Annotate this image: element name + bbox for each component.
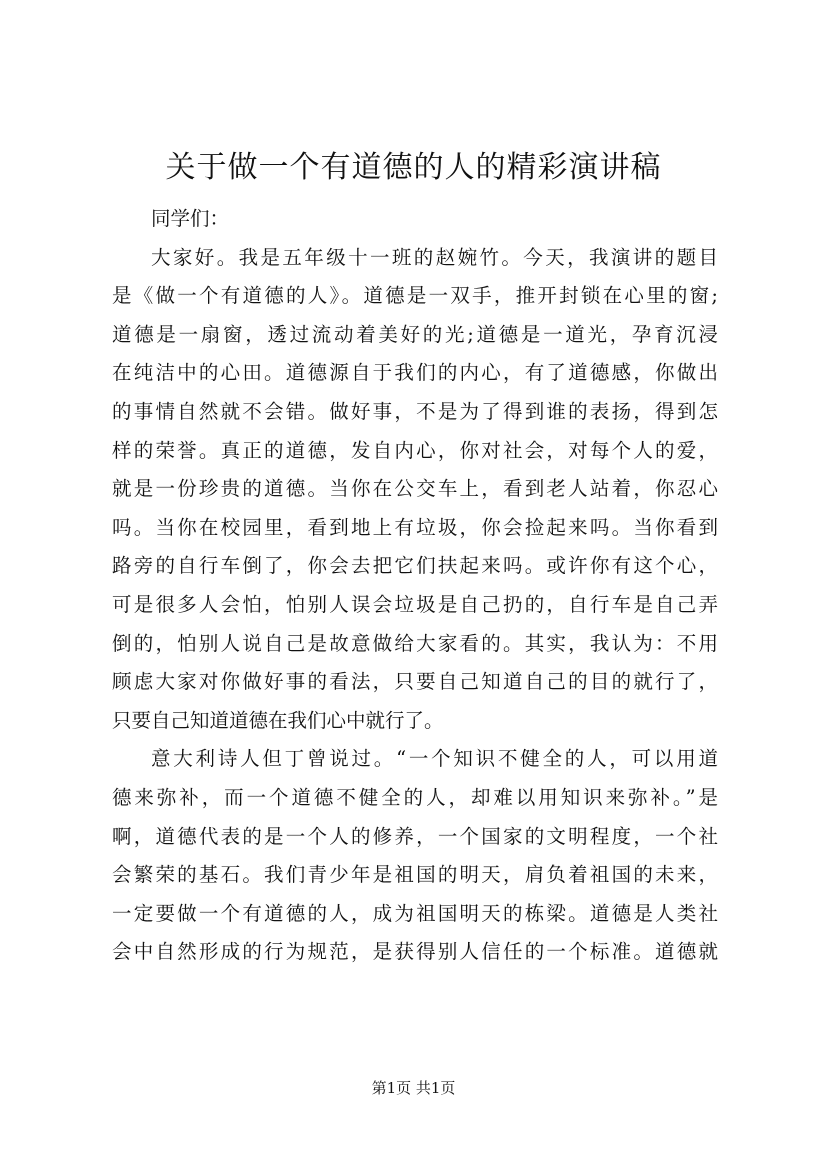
document-title: 关于做一个有道德的人的精彩演讲稿 (165, 150, 662, 185)
text-line: 吗。当你在校园里，看到地上有垃圾，你会捡起来吗。当你看到 (112, 515, 718, 539)
text-line: 只要自己知道道德在我们心中就行了。 (112, 708, 444, 732)
text-line: 在纯洁中的心田。道德源自于我们的内心，有了道德感，你做出 (112, 361, 718, 385)
text-line: 会繁荣的基石。我们青少年是祖国的明天，肩负着祖国的未来， (112, 863, 718, 887)
text-line: 意大利诗人但丁曾说过。“一个知识不健全的人，可以用道 (151, 747, 718, 771)
text-line: 啊，道德代表的是一个人的修养，一个国家的文明程度，一个社 (112, 824, 718, 848)
text-line: 同学们： (151, 207, 230, 230)
text-line: 一定要做一个有道德的人，成为祖国明天的栋梁。道德是人类社 (112, 901, 718, 925)
text-line: 路旁的自行车倒了，你会去把它们扶起来吗。或许你有这个心， (112, 554, 718, 578)
text-line: 道德是一扇窗，透过流动着美好的光;道德是一道光，孕育沉浸 (112, 322, 718, 346)
page-footer: 第1页 共1页 (371, 1079, 456, 1097)
text-line: 会中自然形成的行为规范，是获得别人信任的一个标准。道德就 (112, 940, 718, 964)
document-body (112, 200, 718, 972)
text-line: 倒的，怕别人说自己是故意做给大家看的。其实，我认为：不用 (112, 631, 718, 655)
text-line: 是《做一个有道德的人》。道德是一双手，推开封锁在心里的窗; (112, 284, 718, 308)
text-line: 顾虑大家对你做好事的看法，只要自己知道自己的目的就行了， (112, 670, 718, 694)
text-line: 样的荣誉。真正的道德，发自内心，你对社会，对每个人的爱， (112, 438, 718, 462)
text-line: 大家好。我是五年级十一班的赵婉竹。今天，我演讲的题目 (151, 245, 718, 269)
text-line: 就是一份珍贵的道德。当你在公交车上，看到老人站着，你忍心 (112, 477, 718, 501)
text-line: 可是很多人会怕，怕别人误会垃圾是自己扔的，自行车是自己弄 (112, 592, 718, 616)
text-line: 的事情自然就不会错。做好事，不是为了得到谁的表扬，得到怎 (112, 399, 718, 423)
text-line: 德来弥补，而一个道德不健全的人，却难以用知识来弥补。”是 (112, 785, 718, 809)
